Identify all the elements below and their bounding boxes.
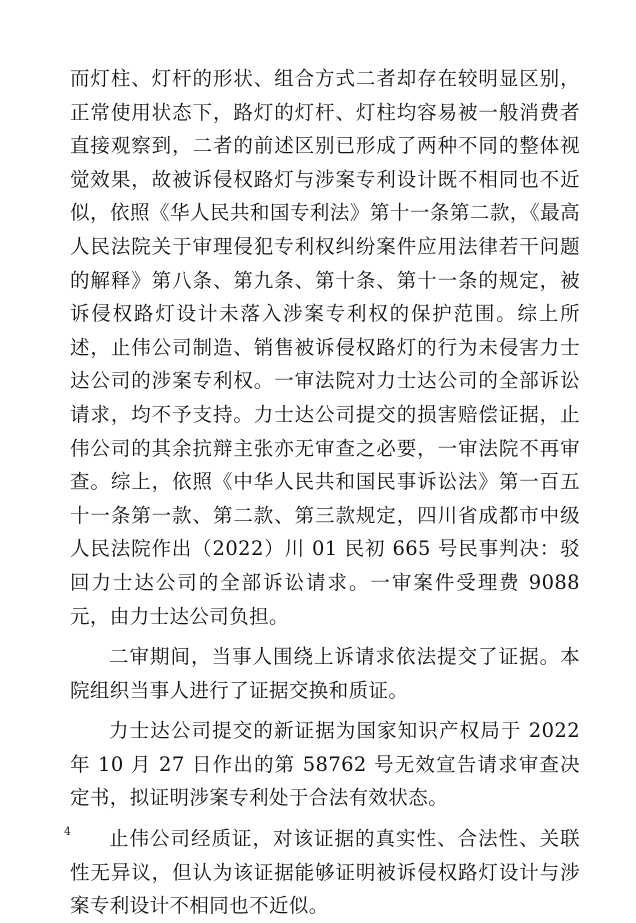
page-number: 4	[64, 825, 71, 838]
document-body	[70, 62, 580, 923]
paragraph-second-instance-evidence: 二审期间，当事人围绕上诉请求依法提交了证据。本院组织当事人进行了证据交换和质证。	[70, 645, 580, 702]
paragraph-new-evidence: 力士达公司提交的新证据为国家知识产权局于 2022 年 10 月 27 日作出的第 58762 号无效宣告请求审查决定书，拟证明涉案专利处于合法有效状态。	[70, 719, 580, 810]
paragraph-cross-examination: 止伟公司经质证，对该证据的真实性、合法性、关联性无异议，但认为该证据能够证明被诉侵权路灯设计与涉案专利设计不相同也不近似。	[70, 827, 580, 918]
paragraph-continuation: 而灯柱、灯杆的形状、组合方式二者却存在较明显区别，正常使用状态下，路灯的灯杆、灯柱均容易被一般消费者直接观察到，二者的前述区别已形成了两种不同的整体视觉效果，故被诉侵权路灯与涉案专利设计既不相同也不近似，依照《华人民共和国专利法》第十一条第二款，《最高人民法院关于审理侵犯专利权纠纷案件应用法律若干问题的解释》第八条、第九条、第十条、第十一条的规定，被诉侵权路灯设计未落入涉案专利权的保护范围。综上所述，止伟公司制造、销售被诉侵权路灯的行为未侵害力士达公司的涉案专利权。一审法院对力士达公司的全部诉讼请求，均不予支持。力士达公司提交的损害赔偿证据，止伟公司的其余抗辩主张亦无审查之必要，一审法院不再审查。综上，依照《中华人民共和国民事诉讼法》第一百五十一条第一款、第二款、第三款规定，四川省成都市中级人民法院作出（2022）川 01 民初 665 号民事判决：驳回力士达公司的全部诉讼请求。一审案件受理费 9088 元，由力士达公司负担。	[70, 67, 580, 628]
